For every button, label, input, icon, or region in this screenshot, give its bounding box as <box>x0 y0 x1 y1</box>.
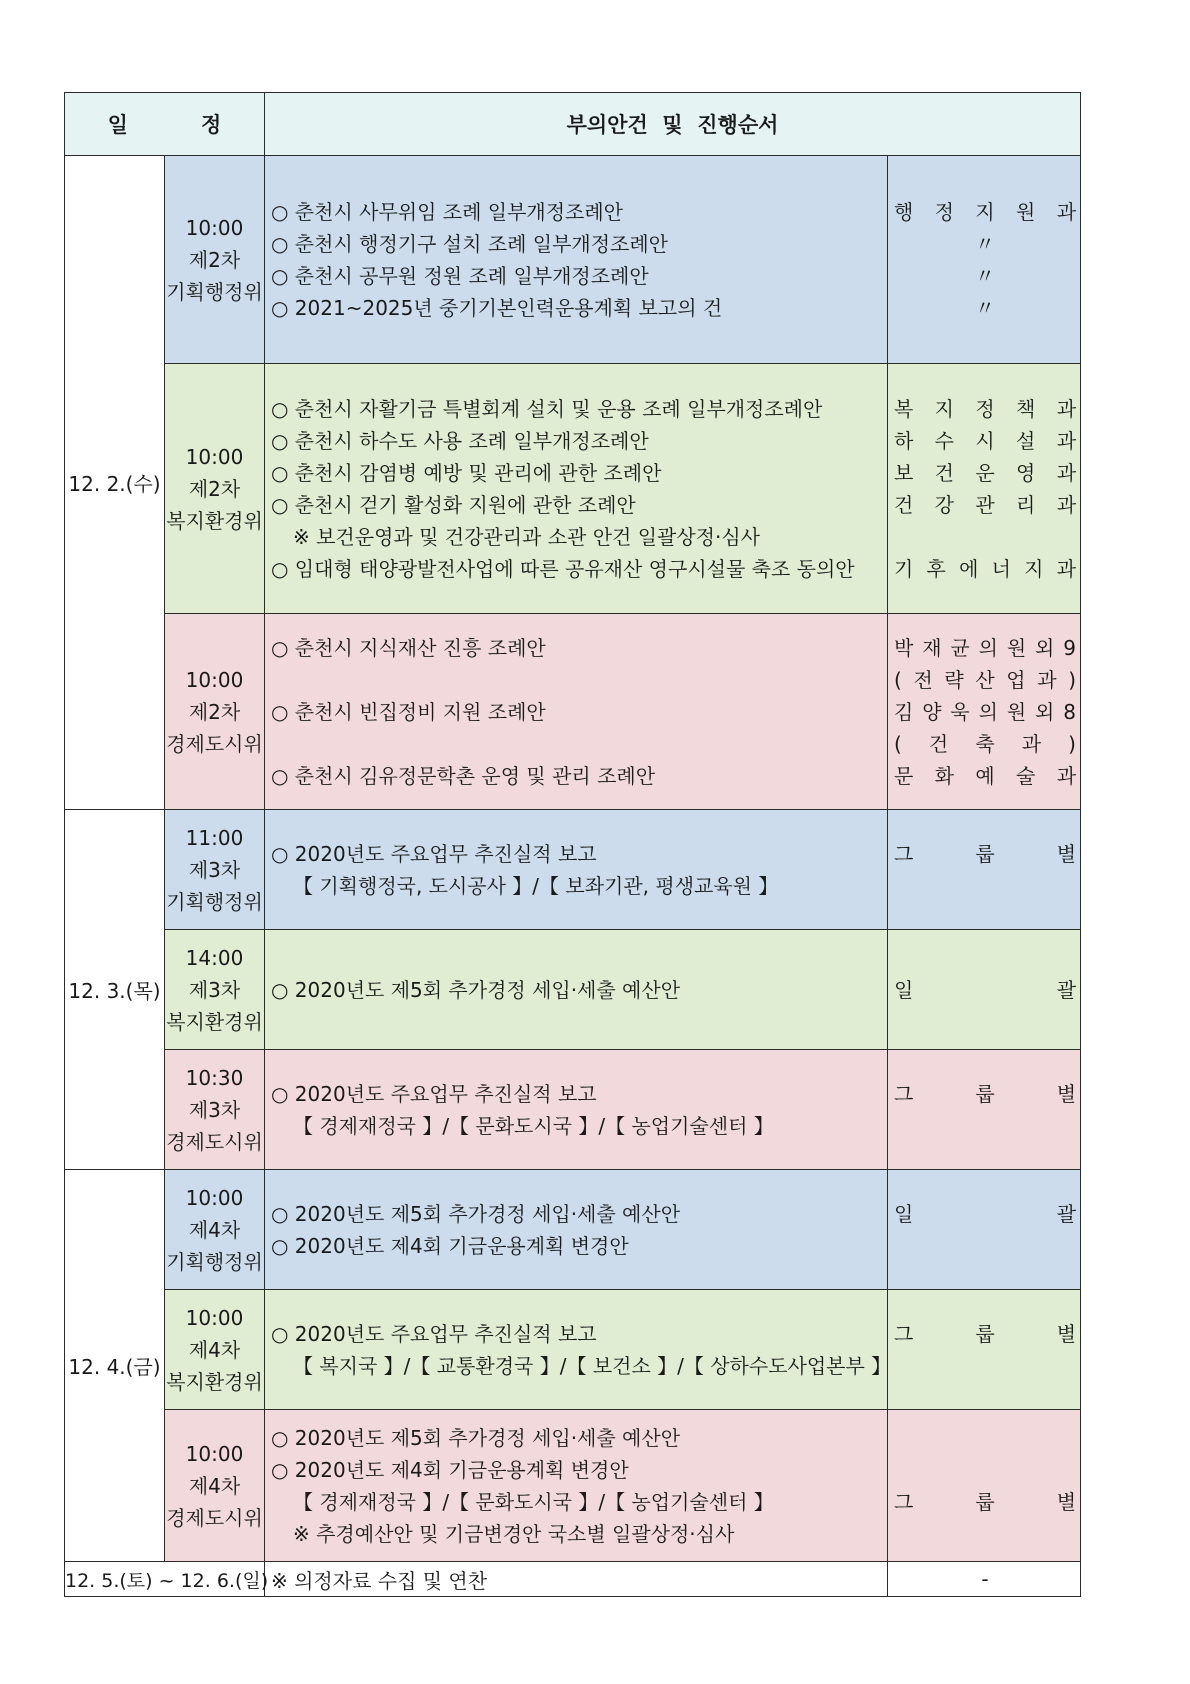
department-char: 예 <box>975 763 995 788</box>
agenda-item: ○ 춘천시 감염병 예방 및 관리에 관한 조례안 <box>271 460 662 485</box>
department-name <box>894 974 1076 1006</box>
session-time: 11:00 <box>185 825 244 850</box>
department-char: 지 <box>934 396 954 421</box>
department-char: 과 <box>1056 199 1077 224</box>
session-date: 12. 3.(목) <box>65 810 165 1170</box>
department-char: 외 <box>1035 635 1055 660</box>
department-char: 룹 <box>975 1081 995 1106</box>
department-char: 일 <box>894 977 914 1002</box>
department-char: 책 <box>1016 396 1036 421</box>
session-time: 10:30 <box>185 1065 244 1090</box>
session-round: 제2차 <box>188 699 241 724</box>
agenda-item: ○ 춘천시 하수도 사용 조례 일부개정조례안 <box>271 428 649 453</box>
department-char: 그 <box>894 1081 914 1106</box>
department-char: 과 <box>1056 492 1077 517</box>
agenda-item: ※ 추경예산안 및 기금변경안 국소별 일괄상정·심사 <box>293 1521 735 1546</box>
department-list <box>888 1170 1081 1290</box>
department-char: 략 <box>944 667 964 692</box>
session-time: 10:00 <box>185 1185 244 1210</box>
agenda-item: ○ 춘천시 사무위임 조례 일부개정조례안 <box>271 199 624 224</box>
agenda-items <box>265 1170 888 1290</box>
department-char: 복 <box>894 396 914 421</box>
last-row-text: ※ 의정자료 수집 및 연찬 <box>265 1562 888 1597</box>
department-char: 화 <box>934 763 954 788</box>
department-list <box>888 1290 1081 1410</box>
agenda-items <box>265 930 888 1050</box>
agenda-item: 【 경제재정국 】/【 문화도시국 】/【 농업기술센터 】 <box>293 1489 774 1514</box>
department-char: 문 <box>894 763 914 788</box>
department-name <box>894 1078 1076 1110</box>
agenda-items <box>265 1290 892 1410</box>
agenda-item: ※ 보건운영과 및 건강관리과 소관 안건 일괄상정·심사 <box>293 524 760 549</box>
session-row <box>65 1290 1081 1410</box>
agenda-item: 【 복지국 】/【 교통환경국 】/【 보건소 】/【 상하수도사업본부 】 <box>293 1353 892 1378</box>
agenda-items <box>265 810 888 930</box>
department-char: 박 <box>894 635 914 660</box>
department-name <box>894 664 1076 696</box>
schedule-table <box>64 92 1081 1597</box>
department-name <box>894 1518 1076 1550</box>
department-name <box>894 1486 1076 1518</box>
session-committee: 기획행정위 <box>166 279 263 304</box>
session-time: 10:00 <box>185 1441 244 1466</box>
session-round: 제2차 <box>188 247 241 272</box>
session-row <box>65 1410 1081 1562</box>
department-char: 지 <box>975 199 995 224</box>
session-time: 10:00 <box>185 1305 244 1330</box>
department-char: 과 <box>1037 667 1057 692</box>
department-char: 〃 <box>975 263 995 288</box>
department-char: 균 <box>950 635 970 660</box>
agenda-items <box>265 1410 888 1562</box>
department-char: 괄 <box>1056 1201 1077 1226</box>
agenda-item <box>271 728 887 760</box>
agenda-item: ○ 춘천시 공무원 정원 조례 일부개정조례안 <box>271 263 649 288</box>
department-name <box>894 521 1076 553</box>
session-time: 10:00 <box>185 215 244 240</box>
agenda-item <box>271 664 887 696</box>
session-round: 제3차 <box>188 977 241 1002</box>
department-name <box>894 632 1076 664</box>
department-char: 시 <box>975 428 995 453</box>
department-char: ( <box>894 731 902 756</box>
agenda-item: ○ 2020년도 제5회 추가경정 세입·세출 예산안 <box>271 1425 681 1450</box>
agenda-item: ○ 춘천시 행정기구 설치 조례 일부개정조례안 <box>271 231 668 256</box>
department-char: 의 <box>978 699 998 724</box>
session-row <box>65 614 1081 810</box>
session-row <box>65 930 1081 1050</box>
department-char: 별 <box>1056 1489 1077 1514</box>
department-char: 에 <box>959 556 979 581</box>
department-char: 설 <box>1016 428 1036 453</box>
session-time: 10:00 <box>185 444 244 469</box>
department-char: 재 <box>922 635 942 660</box>
session-info <box>165 1290 265 1410</box>
department-char: 기 <box>894 556 914 581</box>
schedule-body <box>65 93 1081 1597</box>
department-char: 그 <box>894 1489 914 1514</box>
department-name <box>894 228 1076 260</box>
agenda-item: ○ 춘천시 지식재산 진흥 조례안 <box>271 635 546 660</box>
session-info <box>165 614 265 810</box>
agenda-item: ○ 춘천시 김유정문학촌 운영 및 관리 조례안 <box>271 763 656 788</box>
department-char: 업 <box>1006 667 1026 692</box>
agenda-item: ○ 2020년도 주요업무 추진실적 보고 <box>271 1081 597 1106</box>
session-date: 12. 2.(수) <box>65 156 165 810</box>
department-list <box>888 1410 1081 1562</box>
agenda-items <box>265 614 888 810</box>
last-row-dept: - <box>888 1562 1081 1597</box>
department-char: 의 <box>978 635 998 660</box>
department-char: 괄 <box>1056 977 1077 1002</box>
session-info <box>165 1050 265 1170</box>
session-info <box>165 1170 265 1290</box>
department-char: 너 <box>991 556 1011 581</box>
session-committee: 기획행정위 <box>166 1249 263 1274</box>
department-name <box>894 1318 1076 1350</box>
department-char: 김 <box>894 699 914 724</box>
department-char: 원 <box>1006 635 1027 660</box>
department-char: 〃 <box>975 231 995 256</box>
department-name <box>894 425 1076 457</box>
department-char: 정 <box>975 396 995 421</box>
session-committee: 경제도시위 <box>166 731 263 756</box>
department-char: 영 <box>1016 460 1036 485</box>
agenda-item: ○ 춘천시 자활기금 특별회계 설치 및 운용 조례 일부개정조례안 <box>271 396 823 421</box>
session-committee: 복지환경위 <box>166 508 263 533</box>
session-row <box>65 810 1081 930</box>
department-char: ( <box>894 667 902 692</box>
agenda-item: ○ 2020년도 제5회 추가경정 세입·세출 예산안 <box>271 977 681 1002</box>
department-list <box>888 930 1081 1050</box>
session-round: 제3차 <box>188 857 241 882</box>
agenda-item: ○ 2020년도 제5회 추가경정 세입·세출 예산안 <box>271 1201 681 1226</box>
agenda-items <box>265 1050 888 1170</box>
department-char: 하 <box>894 428 914 453</box>
session-info <box>165 930 265 1050</box>
session-round: 제3차 <box>188 1097 241 1122</box>
department-char: 지 <box>1024 556 1044 581</box>
department-char: 보 <box>894 460 914 485</box>
department-char: 수 <box>934 428 954 453</box>
department-char: 건 <box>928 731 949 756</box>
department-char: 원 <box>1016 199 1036 224</box>
department-char: 9 <box>1063 635 1076 660</box>
session-committee: 경제도시위 <box>166 1129 263 1154</box>
agenda-item: ○ 임대형 태양광발전사업에 따른 공유재산 영구시설물 축조 동의안 <box>271 556 855 581</box>
agenda-items <box>265 156 888 364</box>
session-date: 12. 4.(금) <box>65 1170 165 1562</box>
department-name <box>894 292 1076 324</box>
department-name <box>894 553 1076 585</box>
department-char: 운 <box>975 460 995 485</box>
session-time: 14:00 <box>185 945 244 970</box>
department-char: 일 <box>894 1201 914 1226</box>
session-committee: 복지환경위 <box>166 1009 263 1034</box>
session-committee: 복지환경위 <box>166 1369 263 1394</box>
department-char: 건 <box>894 492 914 517</box>
department-name <box>894 696 1076 728</box>
department-list <box>888 364 1081 614</box>
last-row-date: 12. 5.(토) ~ 12. 6.(일) <box>65 1562 265 1597</box>
department-char: 과 <box>1056 460 1077 485</box>
session-round: 제4차 <box>188 1337 241 1362</box>
department-char: 과 <box>1056 396 1077 421</box>
agenda-item: ○ 2020년도 주요업무 추진실적 보고 <box>271 841 597 866</box>
session-info <box>165 156 265 364</box>
agenda-item: ○ 2021~2025년 중기기본인력운용계획 보고의 건 <box>271 295 723 320</box>
agenda-item: ○ 2020년도 제4회 기금운용계획 변경안 <box>271 1457 629 1482</box>
schedule-header: 일 정 <box>65 93 265 156</box>
department-char: 룹 <box>975 841 995 866</box>
agenda-item: ○ 2020년도 주요업무 추진실적 보고 <box>271 1321 597 1346</box>
department-char: 과 <box>1056 763 1077 788</box>
session-round: 제2차 <box>188 476 241 501</box>
department-char: 건 <box>934 460 954 485</box>
department-char: 그 <box>894 841 914 866</box>
department-list <box>888 1050 1081 1170</box>
department-char: 룹 <box>975 1321 995 1346</box>
session-info <box>165 364 265 614</box>
department-name <box>894 260 1076 292</box>
agenda-item: ○ 춘천시 빈집정비 지원 조례안 <box>271 699 546 724</box>
department-char: 〃 <box>975 295 995 320</box>
session-round: 제4차 <box>188 1217 241 1242</box>
session-committee: 기획행정위 <box>166 889 263 914</box>
department-name <box>894 760 1076 792</box>
agenda-item: ○ 춘천시 걷기 활성화 지원에 관한 조례안 <box>271 492 636 517</box>
agenda-item: 【 기획행정국, 도시공사 】/【 보좌기관, 평생교육원 】 <box>293 873 779 898</box>
session-row <box>65 156 1081 364</box>
session-committee: 경제도시위 <box>166 1505 263 1530</box>
department-name <box>894 1422 1076 1454</box>
department-char: ) <box>1068 667 1077 692</box>
department-char: 행 <box>894 199 914 224</box>
department-char: 그 <box>894 1321 914 1346</box>
session-row <box>65 1050 1081 1170</box>
department-char: 과 <box>1056 556 1076 581</box>
session-round: 제4차 <box>188 1473 241 1498</box>
department-name <box>894 728 1076 760</box>
department-name <box>894 1350 1076 1382</box>
department-name <box>894 1230 1076 1262</box>
department-char: 과 <box>1021 731 1042 756</box>
department-name <box>894 393 1076 425</box>
department-char: 별 <box>1056 1321 1077 1346</box>
agenda-header: 부의안건 및 진행순서 <box>265 93 1081 156</box>
department-name <box>894 457 1076 489</box>
session-row <box>65 1170 1081 1290</box>
department-char: 별 <box>1056 841 1077 866</box>
session-time: 10:00 <box>185 667 244 692</box>
agenda-item: ○ 2020년도 제4회 기금운용계획 변경안 <box>271 1233 629 1258</box>
department-name <box>894 838 1076 870</box>
department-list <box>888 614 1081 810</box>
department-char: 룹 <box>975 1489 995 1514</box>
agenda-item: 【 경제재정국 】/【 문화도시국 】/【 농업기술센터 】 <box>293 1113 774 1138</box>
department-char: 양 <box>922 699 942 724</box>
department-char: 전 <box>913 667 933 692</box>
department-char: 욱 <box>950 699 970 724</box>
department-char: ) <box>1068 731 1076 756</box>
department-char: 관 <box>975 492 995 517</box>
department-char: 후 <box>926 556 946 581</box>
department-name <box>894 1198 1076 1230</box>
department-name <box>894 489 1076 521</box>
department-char: 외 <box>1035 699 1055 724</box>
department-list <box>888 156 1081 364</box>
department-name <box>894 870 1076 902</box>
department-char: 정 <box>934 199 954 224</box>
session-info <box>165 1410 265 1562</box>
department-list <box>888 810 1081 930</box>
department-name <box>894 196 1076 228</box>
department-char: 강 <box>934 492 954 517</box>
department-char: 원 <box>1006 699 1027 724</box>
department-char: 별 <box>1056 1081 1077 1106</box>
agenda-items <box>265 364 888 614</box>
department-char: 산 <box>975 667 995 692</box>
department-char: 리 <box>1016 492 1036 517</box>
department-name <box>894 1110 1076 1142</box>
department-char: 축 <box>975 731 995 756</box>
department-name <box>894 1454 1076 1486</box>
department-char: 술 <box>1016 763 1036 788</box>
session-info <box>165 810 265 930</box>
department-char: 과 <box>1056 428 1077 453</box>
session-row <box>65 364 1081 614</box>
department-char: 8 <box>1063 699 1076 724</box>
last-row <box>65 1562 1081 1597</box>
